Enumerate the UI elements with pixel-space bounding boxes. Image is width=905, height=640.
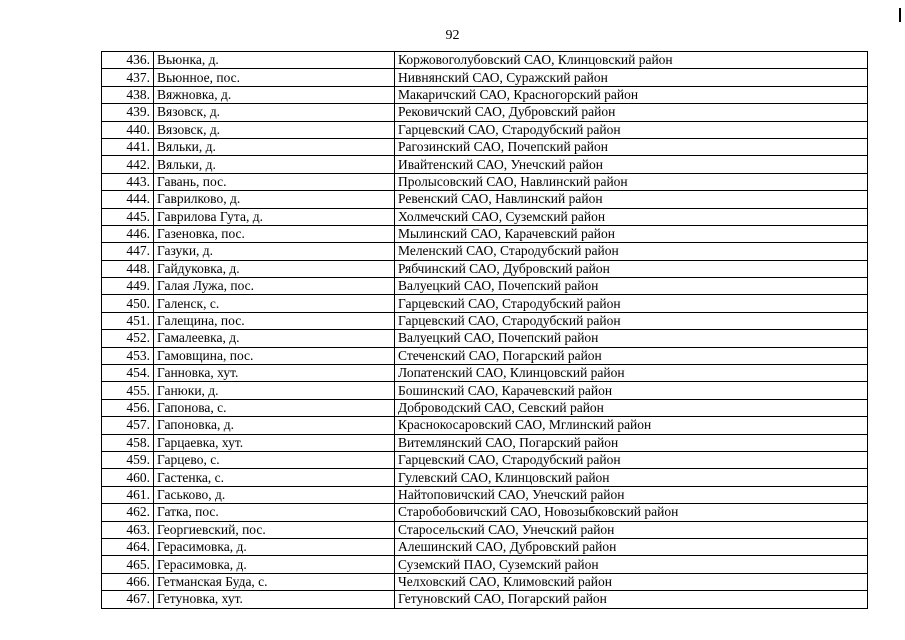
table-row — [102, 469, 868, 486]
table-row — [102, 69, 868, 86]
administrative-unit: Рековичский САО, Дубровский район — [395, 104, 868, 121]
table-row — [102, 347, 868, 364]
table-row — [102, 191, 868, 208]
row-number: 447. — [102, 243, 154, 260]
table-row — [102, 312, 868, 329]
settlement-name: Гапоновка, д. — [154, 417, 395, 434]
row-number: 461. — [102, 486, 154, 503]
settlement-name: Герасимовка, д. — [154, 556, 395, 573]
administrative-unit: Нивнянский САО, Суражский район — [395, 69, 868, 86]
row-number: 452. — [102, 330, 154, 347]
table-row — [102, 451, 868, 468]
administrative-unit: Алешинский САО, Дубровский район — [395, 538, 868, 555]
administrative-unit: Челховский САО, Климовский район — [395, 573, 868, 590]
settlements-table — [101, 51, 868, 609]
table-row — [102, 573, 868, 590]
settlement-name: Гайдуковка, д. — [154, 260, 395, 277]
row-number: 438. — [102, 86, 154, 103]
table-row — [102, 243, 868, 260]
settlement-name: Гаврилова Гута, д. — [154, 208, 395, 225]
row-number: 455. — [102, 382, 154, 399]
table-row — [102, 138, 868, 155]
administrative-unit: Витемлянский САО, Погарский район — [395, 434, 868, 451]
settlement-name: Галая Лужа, пос. — [154, 278, 395, 295]
administrative-unit: Лопатенский САО, Клинцовский район — [395, 365, 868, 382]
row-number: 446. — [102, 225, 154, 242]
row-number: 457. — [102, 417, 154, 434]
settlement-name: Вяльки, д. — [154, 156, 395, 173]
row-number: 467. — [102, 591, 154, 608]
administrative-unit: Мылинский САО, Карачевский район — [395, 225, 868, 242]
settlement-name: Гетуновка, хут. — [154, 591, 395, 608]
table-row — [102, 86, 868, 103]
administrative-unit: Валуецкий САО, Почепский район — [395, 278, 868, 295]
row-number: 440. — [102, 121, 154, 138]
row-number: 462. — [102, 504, 154, 521]
table-row — [102, 52, 868, 69]
settlement-name: Вьюнка, д. — [154, 52, 395, 69]
administrative-unit: Старобобовичский САО, Новозыбковский район — [395, 504, 868, 521]
row-number: 460. — [102, 469, 154, 486]
table-row — [102, 208, 868, 225]
administrative-unit: Гарцевский САО, Стародубский район — [395, 451, 868, 468]
row-number: 436. — [102, 52, 154, 69]
administrative-unit: Суземский ПАО, Суземский район — [395, 556, 868, 573]
row-number: 445. — [102, 208, 154, 225]
row-number: 458. — [102, 434, 154, 451]
settlement-name: Гатка, пос. — [154, 504, 395, 521]
table-row — [102, 104, 868, 121]
row-number: 453. — [102, 347, 154, 364]
settlement-name: Вязовск, д. — [154, 121, 395, 138]
settlement-name: Гарцаевка, хут. — [154, 434, 395, 451]
row-number: 439. — [102, 104, 154, 121]
row-number: 466. — [102, 573, 154, 590]
administrative-unit: Валуецкий САО, Почепский район — [395, 330, 868, 347]
table-row — [102, 417, 868, 434]
settlement-name: Георгиевский, пос. — [154, 521, 395, 538]
administrative-unit: Найтоповичский САО, Унечский район — [395, 486, 868, 503]
row-number: 444. — [102, 191, 154, 208]
table-row — [102, 399, 868, 416]
row-number: 464. — [102, 538, 154, 555]
table-row — [102, 365, 868, 382]
settlement-name: Гаськово, д. — [154, 486, 395, 503]
table-row — [102, 591, 868, 608]
administrative-unit: Старосельский САО, Унечский район — [395, 521, 868, 538]
settlement-name: Ганюки, д. — [154, 382, 395, 399]
table-row — [102, 156, 868, 173]
table-row — [102, 295, 868, 312]
table-row — [102, 121, 868, 138]
settlement-name: Галенск, с. — [154, 295, 395, 312]
page-number: 92 — [445, 28, 460, 43]
table-row — [102, 521, 868, 538]
table-row — [102, 538, 868, 555]
administrative-unit: Гарцевский САО, Стародубский район — [395, 312, 868, 329]
table-row — [102, 556, 868, 573]
table-row — [102, 434, 868, 451]
settlement-name: Вьюнное, пос. — [154, 69, 395, 86]
settlement-name: Газеновка, пос. — [154, 225, 395, 242]
table-row — [102, 260, 868, 277]
administrative-unit: Краснокосаровский САО, Мглинский район — [395, 417, 868, 434]
scan-edge-mark — [899, 8, 901, 22]
settlement-name: Газуки, д. — [154, 243, 395, 260]
settlement-name: Гавань, пос. — [154, 173, 395, 190]
administrative-unit: Меленский САО, Стародубский район — [395, 243, 868, 260]
row-number: 454. — [102, 365, 154, 382]
administrative-unit: Макаричский САО, Красногорский район — [395, 86, 868, 103]
settlement-name: Галещина, пос. — [154, 312, 395, 329]
row-number: 443. — [102, 173, 154, 190]
administrative-unit: Гулевский САО, Клинцовский район — [395, 469, 868, 486]
administrative-unit: Ревенский САО, Навлинский район — [395, 191, 868, 208]
settlement-name: Гастенка, с. — [154, 469, 395, 486]
table-row — [102, 504, 868, 521]
row-number: 449. — [102, 278, 154, 295]
settlement-name: Гетманская Буда, с. — [154, 573, 395, 590]
table-row — [102, 486, 868, 503]
administrative-unit: Бошинский САО, Карачевский район — [395, 382, 868, 399]
settlement-name: Гарцево, с. — [154, 451, 395, 468]
table-row — [102, 330, 868, 347]
settlement-name: Герасимовка, д. — [154, 538, 395, 555]
settlement-name: Гаврилково, д. — [154, 191, 395, 208]
settlement-name: Вяльки, д. — [154, 138, 395, 155]
administrative-unit: Гарцевский САО, Стародубский район — [395, 295, 868, 312]
administrative-unit: Холмечский САО, Суземский район — [395, 208, 868, 225]
table-row — [102, 278, 868, 295]
administrative-unit: Ивайтенский САО, Унечский район — [395, 156, 868, 173]
administrative-unit: Коржовоголубовский САО, Клинцовский район — [395, 52, 868, 69]
row-number: 442. — [102, 156, 154, 173]
row-number: 441. — [102, 138, 154, 155]
administrative-unit: Стеченский САО, Погарский район — [395, 347, 868, 364]
row-number: 451. — [102, 312, 154, 329]
row-number: 459. — [102, 451, 154, 468]
row-number: 465. — [102, 556, 154, 573]
row-number: 463. — [102, 521, 154, 538]
row-number: 450. — [102, 295, 154, 312]
settlement-name: Гапонова, с. — [154, 399, 395, 416]
row-number: 437. — [102, 69, 154, 86]
administrative-unit: Доброводский САО, Севский район — [395, 399, 868, 416]
settlement-name: Ганновка, хут. — [154, 365, 395, 382]
table-row — [102, 173, 868, 190]
administrative-unit: Пролысовский САО, Навлинский район — [395, 173, 868, 190]
row-number: 448. — [102, 260, 154, 277]
settlement-name: Гамовщина, пос. — [154, 347, 395, 364]
settlement-name: Вязовск, д. — [154, 104, 395, 121]
row-number: 456. — [102, 399, 154, 416]
administrative-unit: Рагозинский САО, Почепский район — [395, 138, 868, 155]
settlement-name: Вяжновка, д. — [154, 86, 395, 103]
settlement-name: Гамалеевка, д. — [154, 330, 395, 347]
table-row — [102, 225, 868, 242]
administrative-unit: Рябчинский САО, Дубровский район — [395, 260, 868, 277]
administrative-unit: Гетуновский САО, Погарский район — [395, 591, 868, 608]
settlements-table-body — [102, 52, 868, 609]
table-row — [102, 382, 868, 399]
administrative-unit: Гарцевский САО, Стародубский район — [395, 121, 868, 138]
